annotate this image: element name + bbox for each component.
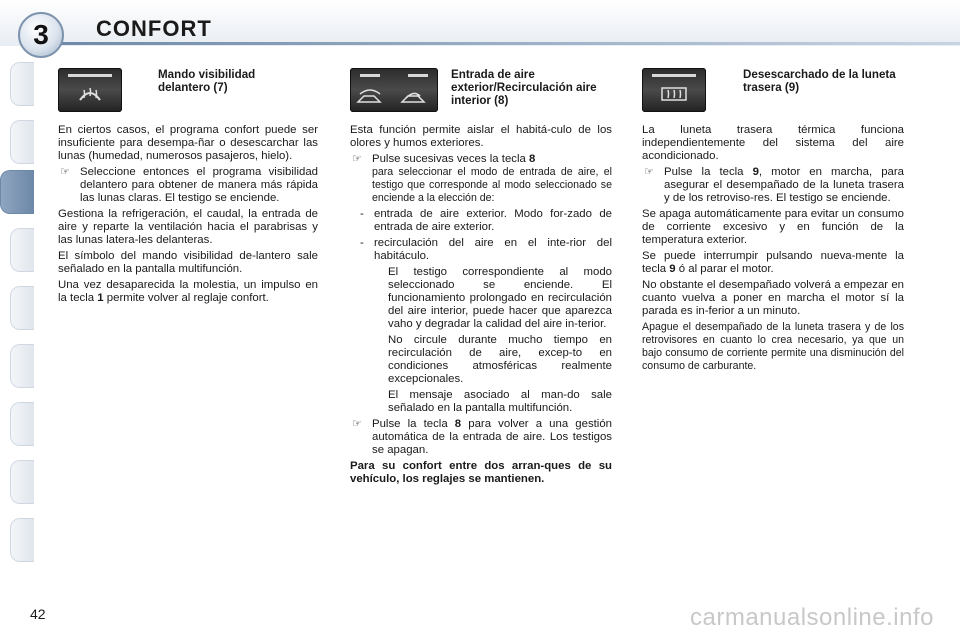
- indented-paragraph: El testigo correspondiente al modo seleccionado se enciende. El funcionamiento prolongado en recirculación del aire interior, puede hacer que aparezca vaho y degradar la calidad del aire in-terior.: [388, 266, 612, 330]
- pointing-hand-icon: ☞: [352, 418, 362, 430]
- rear-defrost-icon: [642, 68, 706, 112]
- paragraph: Se puede interrumpir pulsando nueva-mente la tecla 9 ó al parar el motor.: [642, 250, 904, 275]
- key-number: 1: [97, 292, 104, 304]
- chapter-title: CONFORT: [96, 16, 212, 41]
- chapter-tab[interactable]: [10, 62, 34, 106]
- key-number: 9: [752, 166, 759, 178]
- paragraph: El símbolo del mando visibilidad de-lantero sale señalado en la pantalla multifunción.: [58, 250, 318, 275]
- chapter-tabs: [0, 62, 34, 577]
- paragraph: En ciertos casos, el programa confort puede ser insuficiente para desempa-ñar o desescarchar las lunas (humedad, numerosos pasajeros, hielo).: [58, 124, 318, 162]
- chapter-tab[interactable]: [10, 228, 34, 272]
- pointing-hand-icon: ☞: [60, 166, 70, 178]
- bullet-item: ☞ Pulse la tecla 8 para volver a una gestión automática de la entrada de aire. Los testigos se apagan.: [352, 418, 613, 456]
- chapter-tab[interactable]: [10, 518, 34, 562]
- section-title-air-intake: Entrada de aire exterior/Recirculación aire interior (8): [451, 68, 597, 107]
- section-title-rear-defrost: Desescarchado de la luneta trasera (9): [743, 68, 896, 94]
- section-body-rear-defrost: [642, 124, 904, 376]
- indented-paragraph: El mensaje asociado al man-do sale señalado en la pantalla multifunción.: [388, 389, 612, 414]
- key-number: 8: [454, 418, 462, 430]
- section-body-air-intake: [350, 124, 612, 489]
- pointing-hand-icon: ☞: [644, 166, 654, 178]
- section-title-front-visibility: Mando visibilidad delantero (7): [158, 68, 256, 94]
- watermark-url[interactable]: carmanualsonline.info: [690, 604, 934, 631]
- paragraph: Se apaga automáticamente para evitar un consumo de corriente excesivo y en función de la temperatura exterior.: [642, 208, 904, 246]
- chapter-tab[interactable]: [10, 402, 34, 446]
- paragraph: La luneta trasera térmica funciona independientemente del sistema del aire acondicionado.: [642, 124, 904, 162]
- bullet-item: ☞ Pulse sucesivas veces la tecla 8 para seleccionar el modo de entrada de aire, el testigo que corresponde al modo seleccionado se enciende a la elección de:: [352, 153, 612, 204]
- bullet-text: Seleccione entonces el programa visibilidad delantero para obtener de manera más rápida las lunas claras. El testigo se enciende.: [80, 166, 318, 204]
- bullet-item: ☞ Pulse la tecla 9, motor en marcha, para asegurar el desempañado de la luneta trasera y de los retroviso-res. El testigo se enciende.: [644, 166, 904, 204]
- section-body-front-visibility: [58, 124, 318, 308]
- paragraph: Gestiona la refrigeración, el caudal, la entrada de aire y reparte la ventilación hacia el parabrisas y las lunas latera-les delanteras.: [58, 208, 318, 246]
- closing-note: Para su confort entre dos arran-ques de su vehículo, los reglajes se mantienen.: [350, 460, 612, 485]
- chapter-number-badge: 3: [18, 12, 64, 58]
- chapter-tab[interactable]: [10, 460, 34, 504]
- paragraph: Apague el desempañado de la luneta trasera y de los retrovisores en cuanto lo crea necesario, ya que un bajo consumo de corriente permite una disminución del consumo de carburante.: [642, 321, 904, 372]
- chapter-tab[interactable]: [10, 120, 34, 164]
- windshield-defrost-icon: [58, 68, 122, 112]
- header-rule: [60, 42, 960, 45]
- chapter-tab[interactable]: [10, 286, 34, 330]
- chapter-tab-active[interactable]: [0, 170, 34, 214]
- bullet-item: [58, 166, 318, 205]
- pointing-hand-icon: ☞: [352, 153, 362, 165]
- key-number: 8: [529, 153, 536, 165]
- dash-item: - entrada de aire exterior. Modo for-zado de entrada de aire exterior.: [360, 208, 612, 233]
- page-number: 42: [30, 606, 46, 622]
- indented-paragraph: No circule durante mucho tiempo en recirculación de aire, excep-to en condiciones atmosféricas realmente excepcionales.: [388, 334, 612, 385]
- paragraph: Una vez desaparecida la molestia, un impulso en la tecla 1 permite volver al reglaje confort.: [58, 279, 318, 304]
- dash-item: - recirculación del aire en el inte-rior del habitáculo.: [360, 237, 612, 262]
- key-number: 9: [669, 263, 676, 275]
- paragraph: No obstante el desempañado volverá a empezar en cuanto vuelva a poner en marcha el motor sí la parada es in-ferior a un minuto.: [642, 279, 904, 317]
- air-recirculation-icon: [350, 68, 438, 112]
- paragraph: Esta función permite aislar el habitá-culo de los olores y humos exteriores.: [350, 124, 612, 149]
- chapter-tab[interactable]: [10, 344, 34, 388]
